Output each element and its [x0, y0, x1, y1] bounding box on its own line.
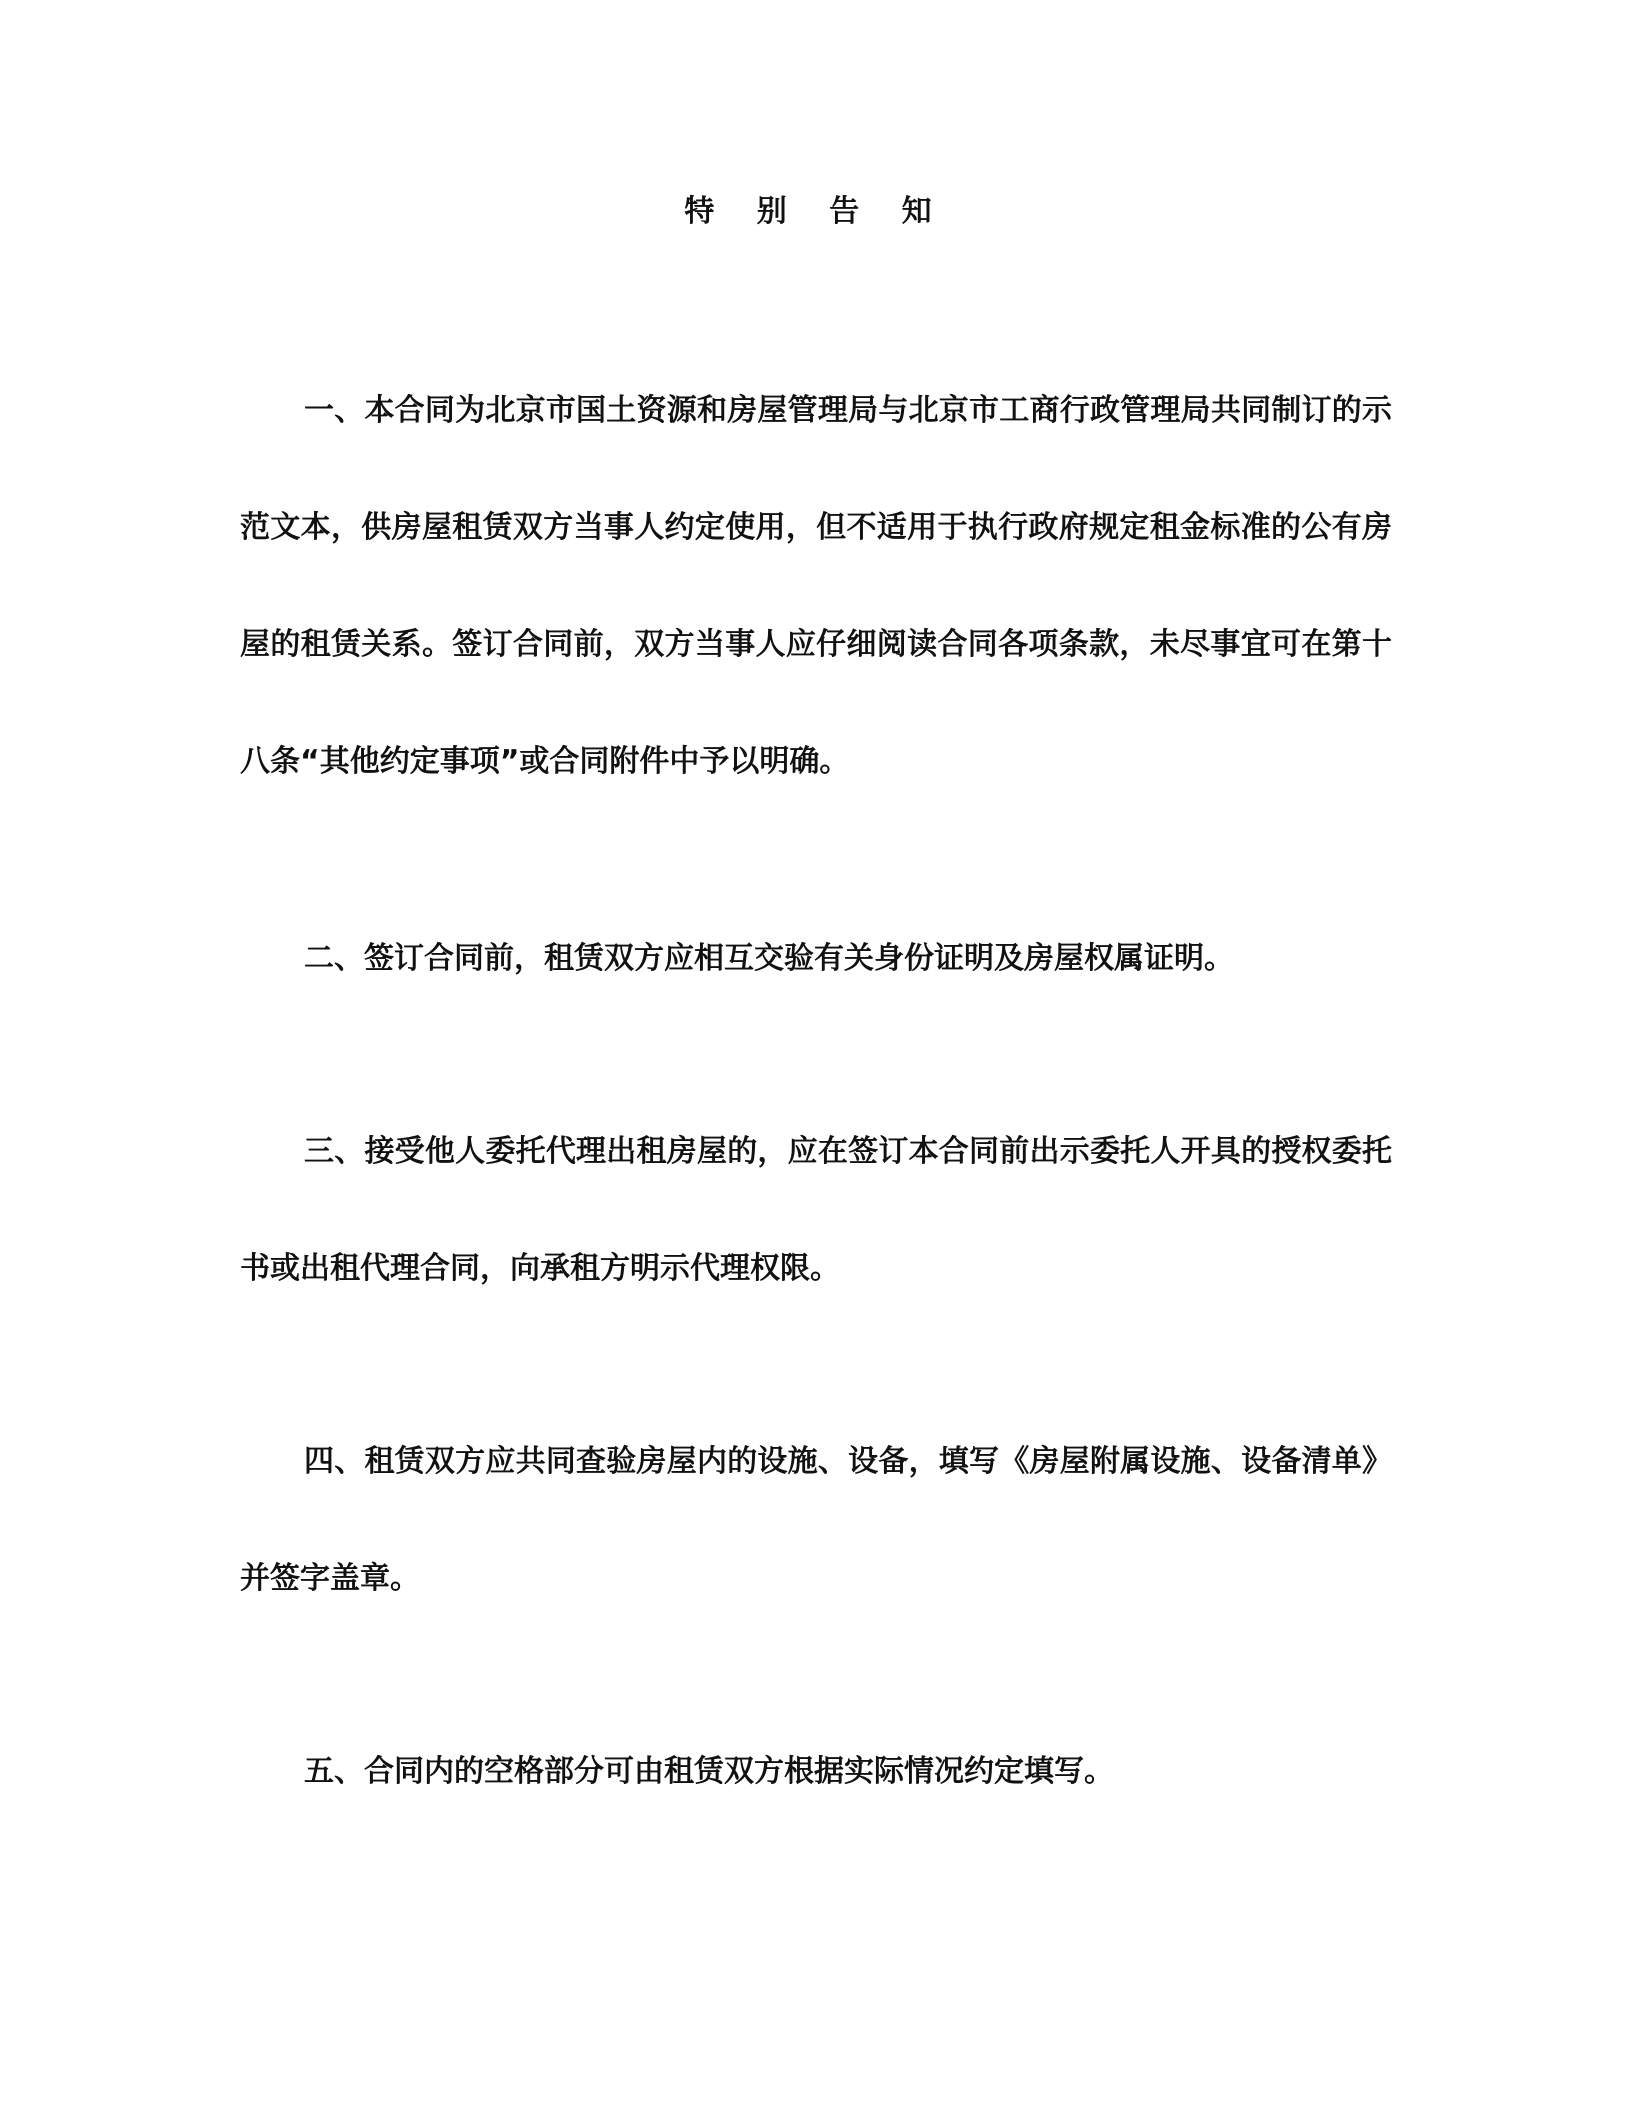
notice-paragraph-4: 四、租赁双方应共同查验房屋内的设施、设备，填写《房屋附属设施、设备清单》并签字盖章。 [240, 1444, 1392, 1596]
notice-paragraph-2: 二、签订合同前，租赁双方应相互交验有关身份证明及房屋权属证明。 [304, 941, 1234, 976]
notice-paragraph-3: 三、接受他人委托代理出租房屋的，应在签订本合同前出示委托人开具的授权委托书或出租代理合同，向承租方明示代理权限。 [240, 1134, 1392, 1286]
page-title: 特 别 告 知 [684, 194, 948, 229]
notice-paragraph-5: 五、合同内的空格部分可由租赁双方根据实际情况约定填写。 [304, 1754, 1114, 1789]
notice-paragraph-1: 一、本合同为北京市国土资源和房屋管理局与北京市工商行政管理局共同制订的示范文本，供房屋租赁双方当事人约定使用，但不适用于执行政府规定租金标准的公有房屋的租赁关系。签订合同前，双方当事人应仔细阅读合同各项条款，未尽事宜可在第十八条“其他约定事项”或合同附件中予以明确。 [240, 393, 1392, 779]
